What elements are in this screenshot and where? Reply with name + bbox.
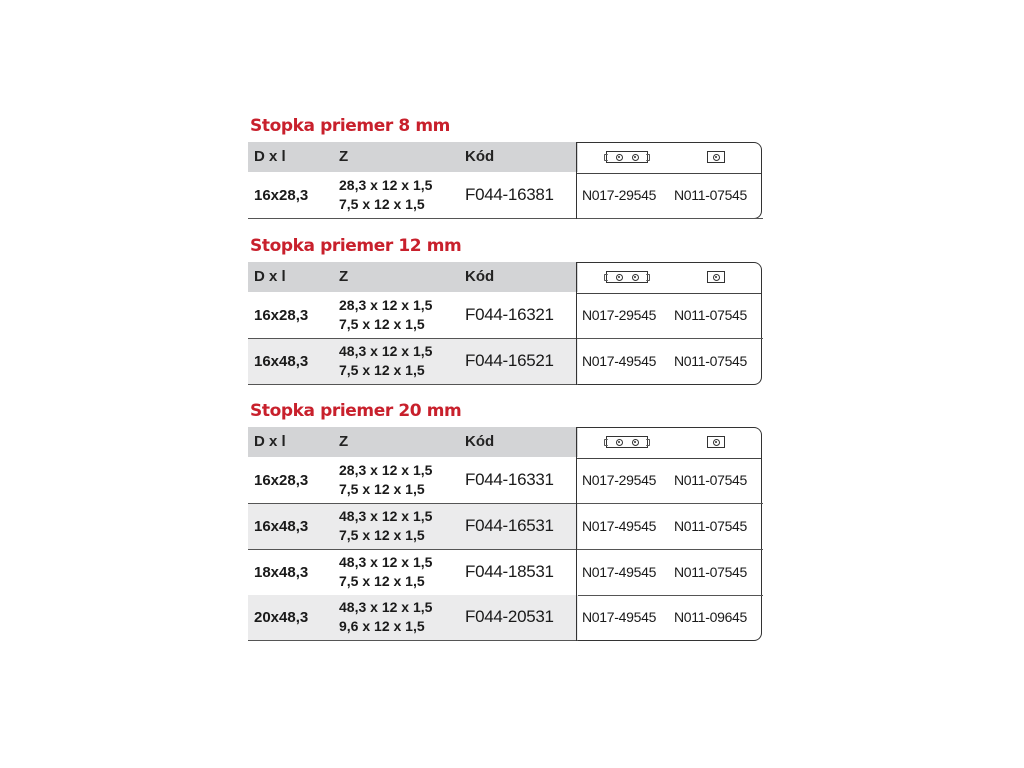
- column-header-kod: Kód: [465, 433, 495, 450]
- insert-code-double: N017-49545: [582, 518, 657, 534]
- double-screw-insert-icon: [606, 436, 648, 448]
- table-row: [248, 595, 763, 640]
- dimension-cell: 16x28,3: [254, 307, 309, 324]
- insert-code-single: N011-07545: [674, 307, 748, 323]
- code-cell: F044-20531: [465, 607, 554, 626]
- table-row: [248, 173, 763, 219]
- dimension-cell: 16x28,3: [254, 472, 309, 489]
- z-cell: 48,3 x 12 x 1,5 9,6 x 12 x 1,5: [339, 599, 433, 634]
- column-divider: [576, 262, 577, 385]
- dimension-cell: 16x28,3: [254, 187, 309, 204]
- insert-code-single: N011-07545: [674, 518, 748, 534]
- section-title: Stopka priemer 12 mm: [250, 236, 462, 256]
- table-header: [248, 262, 578, 292]
- double-screw-insert-icon: [606, 151, 648, 163]
- z-cell: 48,3 x 12 x 1,5 7,5 x 12 x 1,5: [339, 554, 433, 589]
- column-divider: [576, 427, 577, 641]
- code-cell: F044-16531: [465, 516, 554, 535]
- insert-code-single: N011-07545: [674, 353, 748, 369]
- column-header-dl: D x l: [254, 268, 286, 285]
- insert-code-double: N017-49545: [582, 564, 657, 580]
- inserts-header: [576, 143, 761, 174]
- table-row: [248, 293, 763, 339]
- insert-code-single: N011-07545: [674, 187, 748, 203]
- dimension-cell: 16x48,3: [254, 353, 309, 370]
- section-title: Stopka priemer 8 mm: [250, 116, 450, 136]
- single-screw-insert-icon: [707, 151, 725, 163]
- z-cell: 48,3 x 12 x 1,5 7,5 x 12 x 1,5: [339, 343, 433, 378]
- insert-code-single: N011-09645: [674, 609, 748, 625]
- inserts-header: [576, 263, 761, 294]
- insert-code-double: N017-49545: [582, 353, 657, 369]
- code-cell: F044-18531: [465, 562, 554, 581]
- insert-code-single: N011-07545: [674, 564, 748, 580]
- single-screw-insert-icon: [707, 436, 725, 448]
- section-title: Stopka priemer 20 mm: [250, 401, 462, 421]
- column-header-z: Z: [339, 433, 349, 450]
- table-bottom-rule: [248, 640, 578, 641]
- dimension-cell: 20x48,3: [254, 609, 309, 626]
- code-cell: F044-16521: [465, 351, 554, 370]
- insert-code-double: N017-49545: [582, 609, 657, 625]
- table-row: [248, 504, 763, 550]
- z-cell: 28,3 x 12 x 1,5 7,5 x 12 x 1,5: [339, 462, 433, 497]
- code-cell: F044-16381: [465, 185, 554, 204]
- double-screw-insert-icon: [606, 271, 648, 283]
- column-header-kod: Kód: [465, 268, 495, 285]
- column-header-dl: D x l: [254, 433, 286, 450]
- dimension-cell: 18x48,3: [254, 564, 309, 581]
- column-header-z: Z: [339, 148, 349, 165]
- column-header-z: Z: [339, 268, 349, 285]
- insert-code-double: N017-29545: [582, 472, 657, 488]
- table-row: [248, 550, 763, 596]
- table-row: [248, 458, 763, 504]
- insert-code-double: N017-29545: [582, 307, 657, 323]
- z-cell: 48,3 x 12 x 1,5 7,5 x 12 x 1,5: [339, 508, 433, 543]
- code-cell: F044-16321: [465, 305, 554, 324]
- table-header: [248, 427, 578, 457]
- table-bottom-rule: [248, 384, 578, 385]
- insert-code-double: N017-29545: [582, 187, 657, 203]
- single-screw-insert-icon: [707, 271, 725, 283]
- insert-code-single: N011-07545: [674, 472, 748, 488]
- column-header-dl: D x l: [254, 148, 286, 165]
- table-header: [248, 142, 578, 172]
- table-row: [248, 339, 763, 384]
- column-divider: [576, 142, 577, 219]
- column-header-kod: Kód: [465, 148, 495, 165]
- code-cell: F044-16331: [465, 470, 554, 489]
- z-cell: 28,3 x 12 x 1,5 7,5 x 12 x 1,5: [339, 177, 433, 212]
- inserts-header: [576, 428, 761, 459]
- dimension-cell: 16x48,3: [254, 518, 309, 535]
- z-cell: 28,3 x 12 x 1,5 7,5 x 12 x 1,5: [339, 297, 433, 332]
